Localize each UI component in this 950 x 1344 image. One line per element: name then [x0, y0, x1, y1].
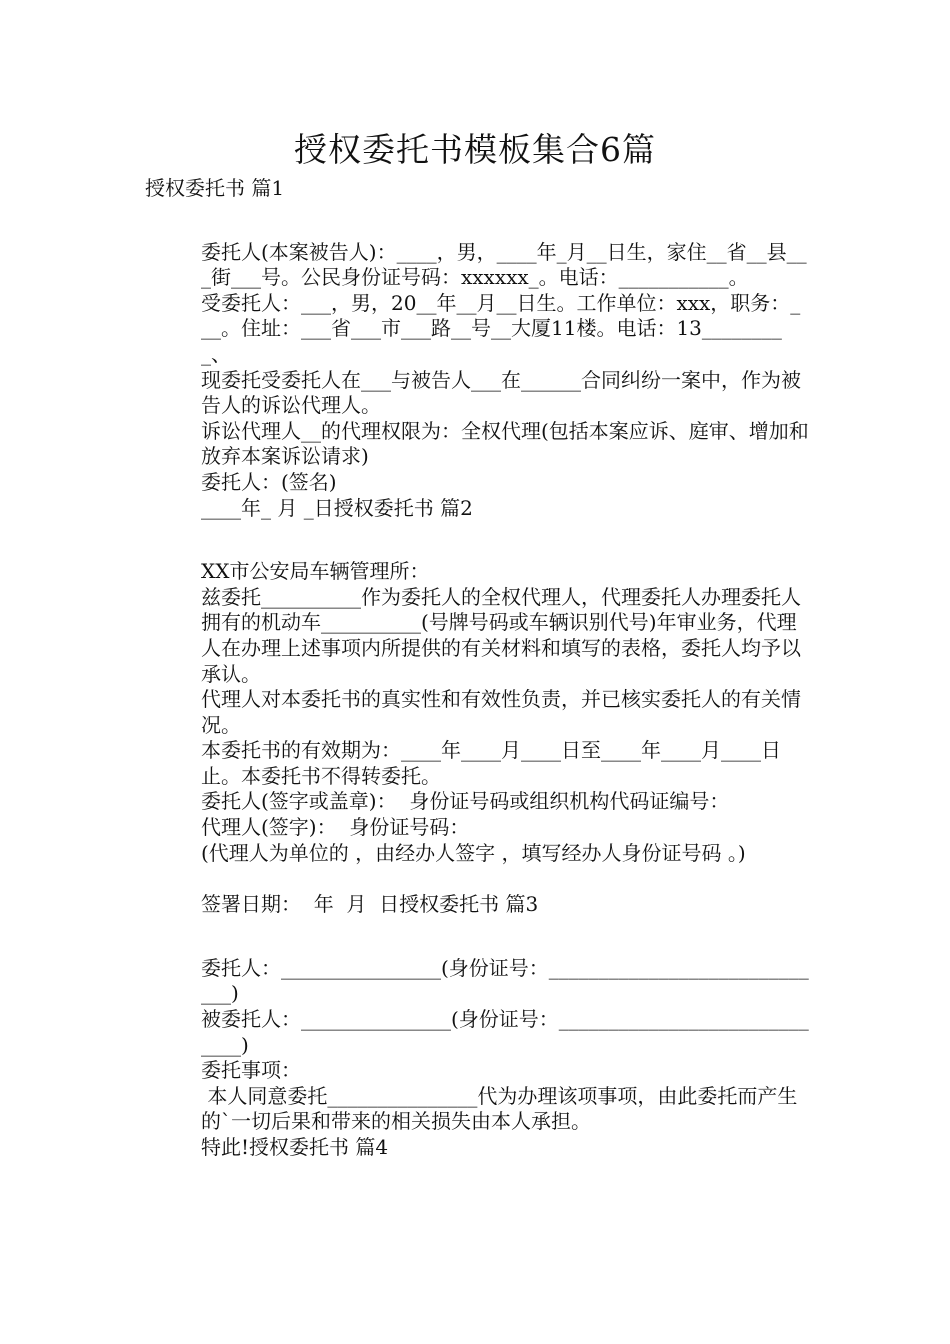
section-heading: 授权委托书 篇1 — [145, 176, 285, 200]
date-line: ____年_ 月 _日授权委托书 篇2 — [201, 495, 473, 520]
paragraph-principal-id: 委托人：________________(身份证号：_____________________________) — [201, 955, 809, 1006]
spacer — [145, 202, 810, 240]
document-body — [145, 176, 810, 1161]
paragraph-addressee: XX市公安局车辆管理所： — [201, 559, 430, 584]
spacer — [145, 866, 810, 892]
paragraph-entrustment: 兹委托__________作为委托人的全权代理人，代理委托人办理委托人拥有的机动车__________(号牌号码或车辆识别代号)年审业务，代理人在办理上述事项内所提供的有关材料和填写的表格，委托人均予以承认。 — [201, 584, 801, 686]
paragraph-consent: 本人同意委托_______________代为办理该项事项，由此委托而产生的`一切后果和带来的相关损失由本人承担。 — [201, 1083, 798, 1134]
paragraph-validity: 本委托书的有效期为：____年____月____日至____年____月____日止。本委托书不得转委托。 — [201, 738, 781, 788]
paragraph-note: (代理人为单位的 ，由经办人签字 ，填写经办人身份证号码 。) — [201, 840, 746, 865]
paragraph-authority: 诉讼代理人__的代理权限为：全权代理(包括本案应诉、庭审、增加和放弃本案诉讼请求) — [201, 418, 809, 469]
principal-sign-line: 委托人(签字或盖章)： 身份证号码或组织机构代码证编号： — [201, 789, 730, 814]
paragraph-entrustment: 现委托受委托人在___与被告人___在______合同纠纷一案中，作为被告人的诉讼代理人。 — [201, 367, 801, 418]
spacer — [145, 521, 810, 559]
signing-date-line: 签署日期： 年 月 日授权委托书 篇3 — [201, 892, 539, 917]
paragraph-agent-id: 被委托人：_______________(身份证号：_____________________________) — [201, 1007, 809, 1057]
paragraph-matter-label: 委托事项： — [201, 1058, 301, 1083]
closing-line: 特此!授权委托书 篇4 — [201, 1135, 389, 1159]
paragraph-responsibility: 代理人对本委托书的真实性和有效性负责，并已核实委托人的有关情况。 — [201, 687, 801, 737]
paragraph-agent: 受委托人：___，男，20__年__月__日生。工作单位：xxx，职务：___。住址：___省___市___路__号__大厦11楼。电话：13_________、 — [201, 290, 801, 366]
signature-line: 委托人：(签名) — [201, 469, 337, 494]
document-title: 授权委托书模板集合6篇 — [294, 130, 656, 169]
agent-sign-line: 代理人(签字)： 身份证号码： — [201, 815, 470, 840]
spacer — [145, 918, 810, 956]
paragraph-principal: 委托人(本案被告人)：____，男，____年_月__日生，家住__省__县___街___号。公民身份证号码：xxxxxx_。电话：___________。 — [201, 239, 807, 290]
